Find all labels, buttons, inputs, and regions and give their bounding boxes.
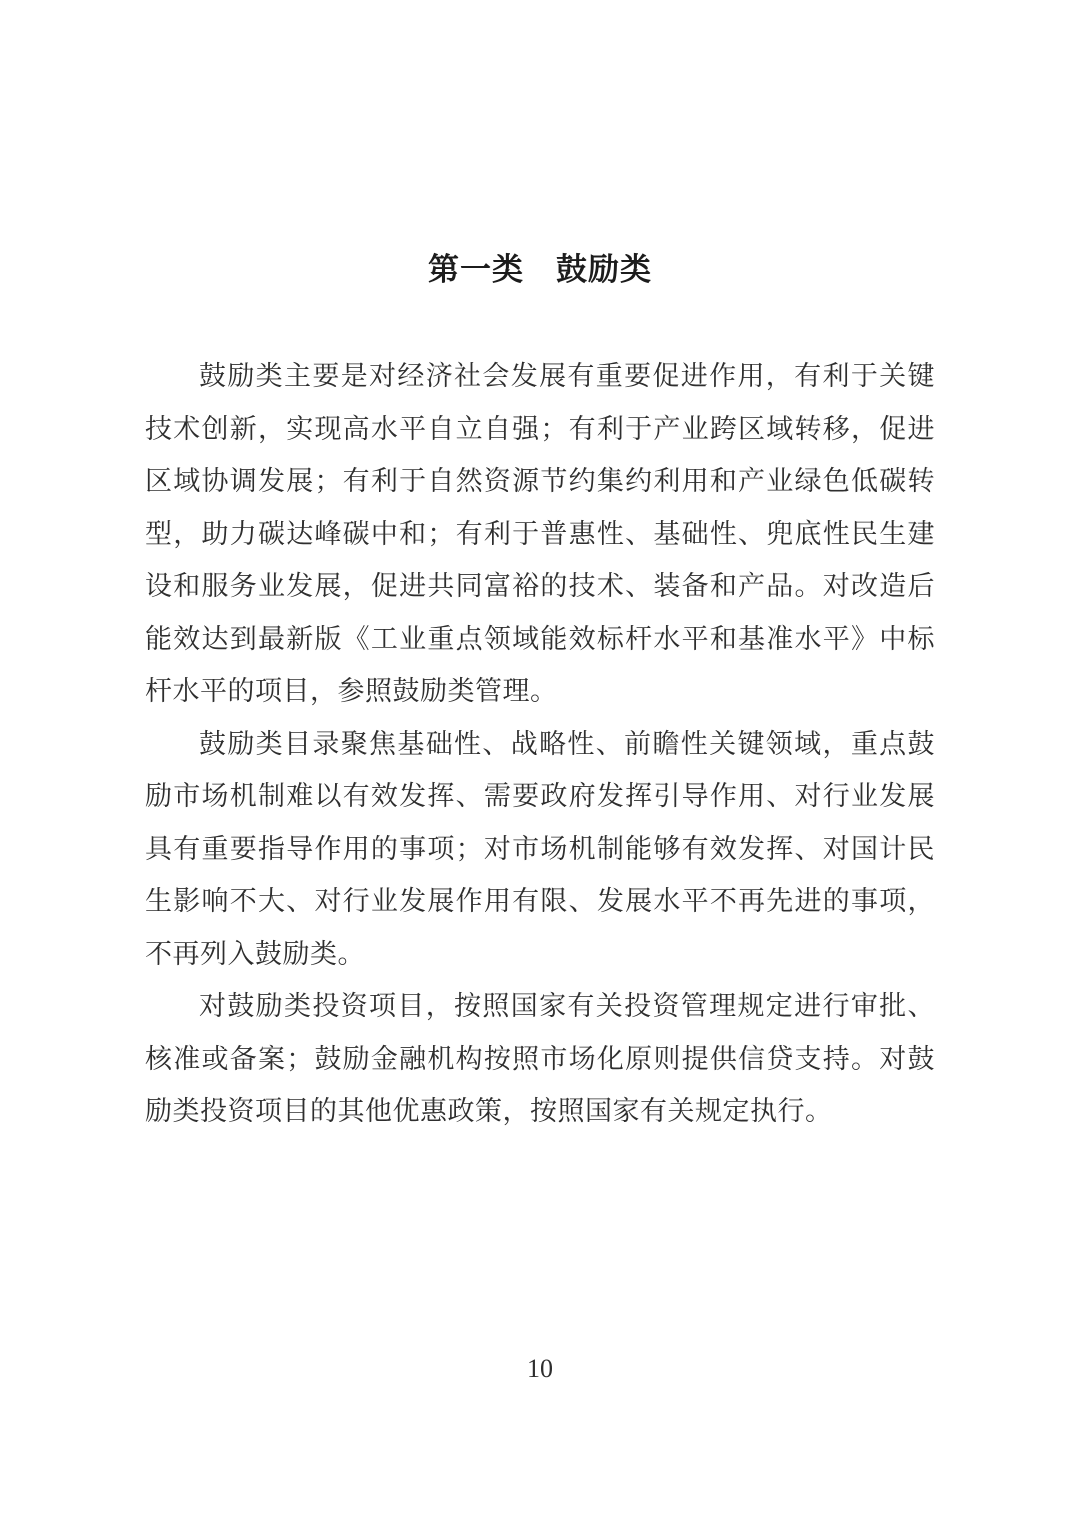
paragraph-2: 鼓励类目录聚焦基础性、战略性、前瞻性关键领域，重点鼓励市场机制难以有效发挥、需要政府发挥引导作用、对行业发展具有重要指导作用的事项；对市场机制能够有效发挥、对国计民生影响不大、对行业发展作用有限、发展水平不再先进的事项，不再列入鼓励类。	[145, 728, 935, 969]
page-content	[145, 250, 935, 1138]
page-number: 10	[527, 1354, 553, 1383]
paragraph-1: 鼓励类主要是对经济社会发展有重要促进作用，有利于关键技术创新，实现高水平自立自强；有利于产业跨区域转移，促进区域协调发展；有利于自然资源节约集约利用和产业绿色低碳转型，助力碳达峰碳中和；有利于普惠性、基础性、兜底性民生建设和服务业发展，促进共同富裕的技术、装备和产品。对改造后能效达到最新版《工业重点领域能效标杆水平和基准水平》中标杆水平的项目，参照鼓励类管理。	[145, 361, 935, 706]
section-title: 第一类 鼓励类	[428, 252, 652, 287]
body-text	[145, 350, 935, 1138]
paragraph-3: 对鼓励类投资项目，按照国家有关投资管理规定进行审批、核准或备案；鼓励金融机构按照市场化原则提供信贷支持。对鼓励类投资项目的其他优惠政策，按照国家有关规定执行。	[145, 991, 935, 1126]
